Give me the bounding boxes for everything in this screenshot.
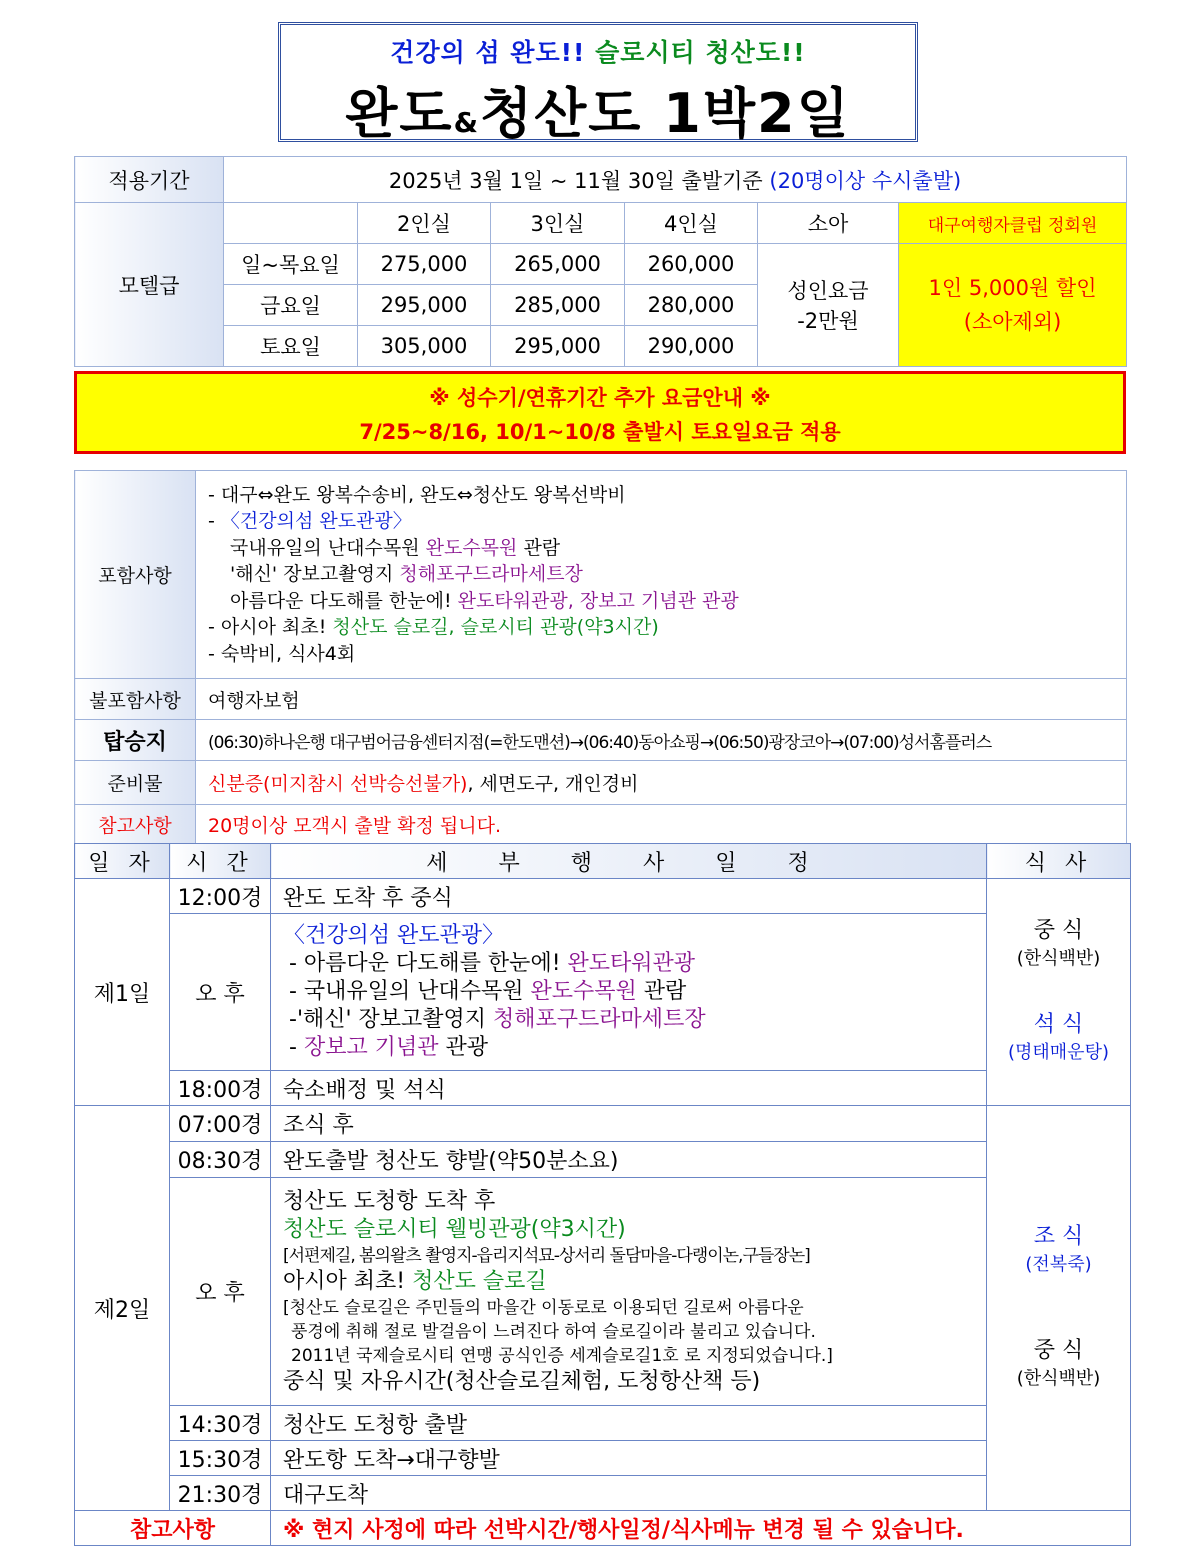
detail-line: [청산도 슬로길은 주민들의 마을간 이동로로 이용되던 길로써 아름다운 [283, 1297, 804, 1318]
note-value: 20명이상 모객시 출발 확정 됩니다. [196, 805, 1127, 844]
meal-menu: (한식백반) [1016, 948, 1101, 969]
schedule-row [75, 1476, 1131, 1511]
included-highlight: 청산도 슬로길, 슬로시티 관광(약3시간) [332, 616, 659, 639]
note-label: 참고사항 [75, 805, 196, 844]
prep-label: 준비물 [75, 761, 196, 805]
detail-line [283, 1006, 986, 1034]
detail-highlight: 청산도 슬로길 [412, 1268, 547, 1294]
included-line [208, 614, 1126, 641]
included-line [208, 588, 1126, 615]
notice-line1: ※ 성수기/연휴기간 추가 요금안내 ※ [429, 386, 771, 410]
meal-name: 중 식 [1033, 918, 1084, 943]
text: 관광 [438, 1035, 488, 1060]
peak-season-notice [74, 371, 1126, 454]
text: - 아시아 최초! [208, 616, 333, 639]
excluded-value: 여행자보험 [196, 679, 1127, 720]
price-cell: 280,000 [625, 285, 758, 326]
header-meal: 식 사 [987, 844, 1131, 879]
subtitle-part1: 건강의 섬 완도!! [390, 38, 586, 67]
text: - [289, 1035, 304, 1060]
child-price-line1: 성인요금 [787, 279, 869, 303]
header-time: 시 간 [170, 844, 271, 879]
detail-line [283, 950, 986, 978]
note-row [75, 805, 1127, 844]
included-content [196, 471, 1127, 679]
detail-cell: 조식 후 [271, 1106, 987, 1142]
detail-cell: 대구도착 [271, 1476, 987, 1511]
detail-line: 2011년 국제슬로시티 연맹 공식인증 세계슬로길1호 로 지정되었습니다.] [291, 1345, 833, 1366]
pricing-day: 금요일 [224, 285, 358, 326]
pricing-header: 소아 [758, 203, 899, 244]
text: 관람 [517, 536, 561, 559]
prep-rest: , 세면도구, 개인경비 [467, 773, 639, 795]
period-label: 적용기간 [75, 157, 224, 203]
schedule-footer-row [75, 1511, 1131, 1546]
detail-line: 풍경에 취해 절로 발걸음이 느려진다 하여 슬로길이라 불리고 있습니다. [291, 1321, 816, 1342]
prep-value [196, 761, 1127, 805]
text: - 아름다운 다도해를 한눈에! [289, 951, 568, 976]
pricing-header-row [75, 203, 1127, 244]
schedule-row [75, 1106, 1131, 1142]
pricing-day: 토요일 [224, 326, 358, 367]
footer-label: 참고사항 [75, 1511, 271, 1546]
excluded-row [75, 679, 1127, 720]
day1-label: 제1일 [75, 879, 170, 1106]
schedule-row [75, 914, 1131, 1071]
schedule-table [74, 843, 1131, 1546]
detail-cell: 청산도 도청항 출발 [271, 1406, 987, 1441]
meal-spacer [987, 1279, 1130, 1337]
included-line: - 대구⇔완도 왕복수송비, 완도⇔청산도 왕복선박비 [208, 483, 626, 506]
time-cell: 08:30경 [170, 1142, 271, 1178]
text: 관람 [636, 979, 687, 1004]
schedule-row [75, 1071, 1131, 1106]
included-line [208, 561, 1126, 588]
header-detail: 세 부 행 사 일 정 [271, 844, 987, 879]
period-note: (20명이상 수시출발) [769, 168, 962, 193]
detail-line: 〈건강의섬 완도관광〉 [283, 923, 505, 948]
detail-line: [서편제길, 봄의왈츠 촬영지-읍리지석묘-상서리 돌담마을-다랭이논,구들장논] [283, 1245, 810, 1266]
meal-name: 조 식 [1033, 1224, 1084, 1249]
pricing-label: 모텔급 [75, 203, 224, 367]
meal-name: 석 식 [1033, 1012, 1084, 1037]
price-cell: 285,000 [491, 285, 625, 326]
text: -'해신' 장보고촬영지 [289, 1007, 494, 1032]
meal-spacer [987, 973, 1130, 1011]
meal-menu: (명태매운탕) [1008, 1042, 1109, 1063]
price-cell: 305,000 [358, 326, 491, 367]
boarding-value: (06:30)하나은행 대구범어금융센터지점(=한도맨션)→(06:40)동아쇼핑→(06:50)광장코아→(07:00)성서홈플러스 [196, 720, 1127, 761]
footer-text: ※ 현지 사정에 따라 선박시간/행사일정/식사메뉴 변경 될 수 있습니다. [271, 1511, 1131, 1546]
text: '해신' 장보고촬영지 [230, 563, 400, 586]
page-title [281, 71, 915, 148]
detail-line: 청산도 슬로시티 웰빙관광(약3시간) [283, 1216, 626, 1242]
schedule-header-row [75, 844, 1131, 879]
text: 아시아 최초! [283, 1268, 413, 1294]
detail-highlight: 완도타워관광 [567, 951, 696, 976]
title-ampersand: & [453, 106, 480, 139]
detail-line [283, 1268, 986, 1296]
pricing-day: 일~목요일 [224, 244, 358, 285]
time-cell: 14:30경 [170, 1406, 271, 1441]
prep-row [75, 761, 1127, 805]
detail-highlight: 완도수목원 [530, 979, 637, 1004]
day2-meals [987, 1106, 1131, 1511]
detail-line [283, 978, 986, 1006]
pricing-header-empty [224, 203, 358, 244]
subtitle-part2: 슬로시티 청산도!! [595, 38, 806, 67]
time-cell: 오 후 [170, 1178, 271, 1406]
price-cell: 295,000 [358, 285, 491, 326]
boarding-row [75, 720, 1127, 761]
price-cell: 275,000 [358, 244, 491, 285]
meal-menu: (전복죽) [1025, 1254, 1092, 1275]
price-cell: 290,000 [625, 326, 758, 367]
price-cell: 295,000 [491, 326, 625, 367]
notice-line2: 7/25~8/16, 10/1~10/8 출발시 토요일요금 적용 [359, 420, 841, 444]
schedule-row [75, 879, 1131, 914]
period-value: 2025년 3월 1일 ~ 11월 30일 출발기준 [388, 168, 763, 193]
title-main-part2: 청산도 1박2일 [479, 82, 851, 145]
member-discount-line2: (소아제외) [963, 310, 1062, 334]
child-price-cell [758, 244, 899, 367]
member-discount-line1: 1인 5,000원 할인 [928, 276, 1097, 300]
title-main-part1: 완도 [345, 82, 454, 145]
dash: - [208, 510, 221, 533]
header-day: 일 자 [75, 844, 170, 879]
day1-meals [987, 879, 1131, 1106]
period-value-cell [224, 157, 1127, 203]
included-highlight: 완도수목원 [425, 536, 518, 559]
time-cell: 오 후 [170, 914, 271, 1071]
detail-line [283, 1034, 986, 1062]
text: 아름다운 다도해를 한눈에! [230, 589, 458, 612]
pricing-header: 2인실 [358, 203, 491, 244]
detail-highlight: 청해포구드라마세트장 [493, 1007, 706, 1032]
detail-highlight: 장보고 기념관 [303, 1035, 439, 1060]
member-header: 대구여행자클럽 정회원 [899, 203, 1127, 244]
text: - 국내유일의 난대수목원 [289, 979, 531, 1004]
schedule-row [75, 1142, 1131, 1178]
detail-cell: 숙소배정 및 석식 [271, 1071, 987, 1106]
included-row [75, 471, 1127, 679]
detail-cell: 완도항 도착→대구향발 [271, 1441, 987, 1476]
included-highlight: 청해포구드라마세트장 [399, 563, 583, 586]
included-highlight: 완도타워관광, 장보고 기념관 관광 [457, 589, 739, 612]
title-subtitle [281, 33, 915, 69]
meal-menu: (한식백반) [1016, 1368, 1101, 1389]
included-line: - 숙박비, 식사4회 [208, 642, 356, 665]
prep-required: 신분증(미지참시 선박승선불가) [208, 773, 468, 795]
meal-name: 중 식 [1033, 1338, 1084, 1363]
schedule-row [75, 1178, 1131, 1406]
text: 국내유일의 난대수목원 [230, 536, 426, 559]
detail-cell [271, 1178, 987, 1406]
child-price-line2: -2만원 [797, 309, 859, 333]
schedule-row [75, 1441, 1131, 1476]
member-discount-cell [899, 244, 1127, 367]
detail-line: 청산도 도청항 도착 후 [283, 1188, 496, 1214]
pricing-header: 3인실 [491, 203, 625, 244]
price-cell: 265,000 [491, 244, 625, 285]
time-cell: 12:00경 [170, 879, 271, 914]
details-table [74, 470, 1127, 844]
pricing-row [75, 244, 1127, 285]
detail-cell: 완도 도착 후 중식 [271, 879, 987, 914]
period-row [75, 157, 1127, 203]
included-line [208, 508, 1126, 535]
detail-cell: 완도출발 청산도 향발(약50분소요) [271, 1142, 987, 1178]
schedule-row [75, 1406, 1131, 1441]
detail-cell [271, 914, 987, 1071]
included-line [208, 535, 1126, 562]
excluded-label: 불포함사항 [75, 679, 196, 720]
time-cell: 07:00경 [170, 1106, 271, 1142]
included-highlight: 〈건강의섬 완도관광〉 [220, 510, 412, 533]
title-box [278, 22, 918, 145]
boarding-label: 탑승지 [75, 720, 196, 761]
price-cell: 260,000 [625, 244, 758, 285]
time-cell: 18:00경 [170, 1071, 271, 1106]
pricing-table [74, 156, 1127, 367]
time-cell: 21:30경 [170, 1476, 271, 1511]
time-cell: 15:30경 [170, 1441, 271, 1476]
day2-label: 제2일 [75, 1106, 170, 1511]
included-label: 포함사항 [75, 471, 196, 679]
pricing-header: 4인실 [625, 203, 758, 244]
detail-line: 중식 및 자유시간(청산슬로길체험, 도청항산책 등) [283, 1368, 761, 1394]
